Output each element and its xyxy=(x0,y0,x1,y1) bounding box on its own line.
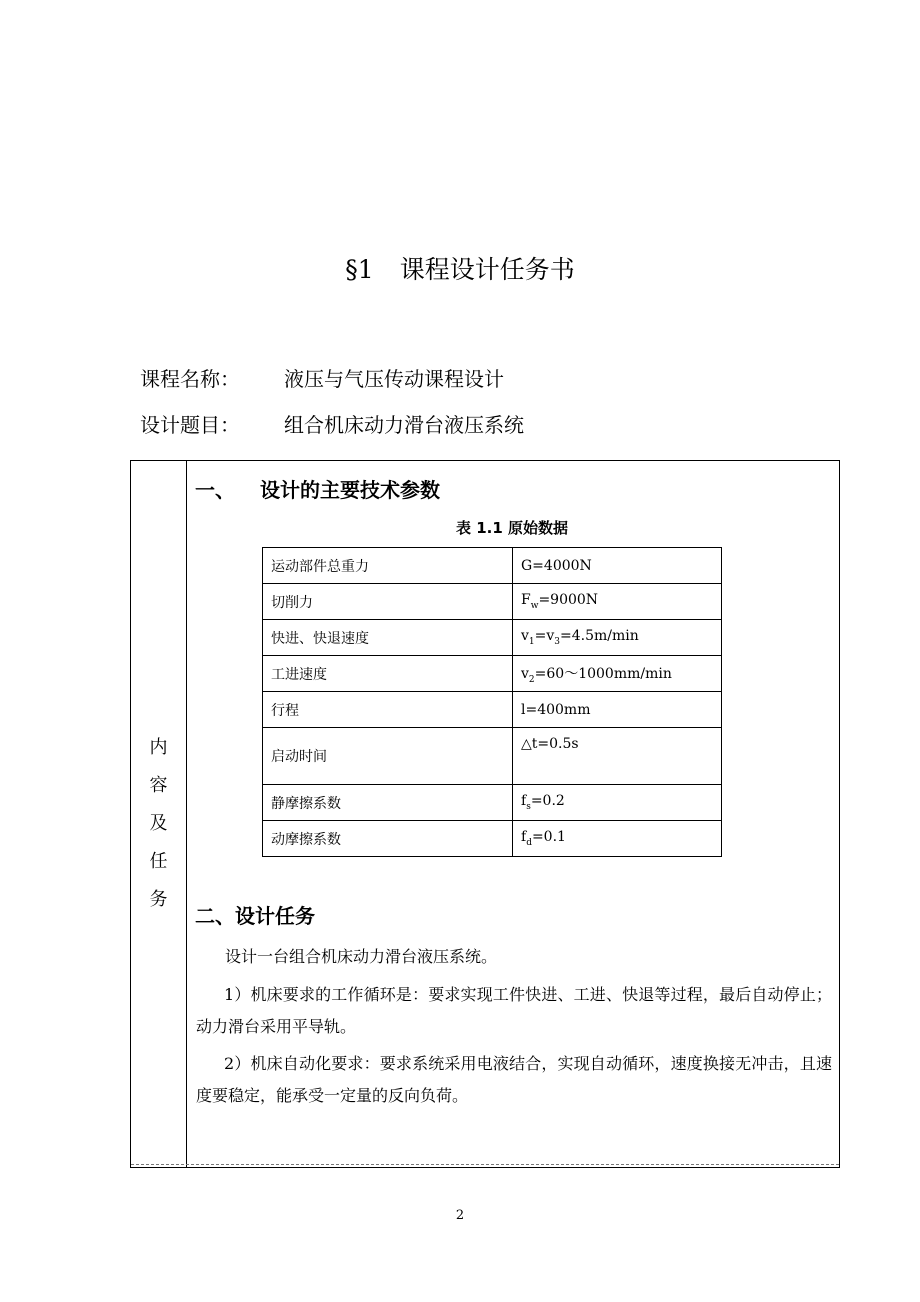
side-label-char: 务 xyxy=(149,889,168,910)
table-caption: 表 1.1 原始数据 xyxy=(455,519,569,537)
param-value: G=4000N xyxy=(513,548,722,584)
table-row xyxy=(263,656,722,692)
param-label: 工进速度 xyxy=(263,656,513,692)
param-label: 动摩擦系数 xyxy=(263,821,513,857)
table-row xyxy=(263,821,722,857)
design-topic-row xyxy=(140,410,524,440)
side-label-char: 容 xyxy=(149,775,168,796)
course-name-label: 课程名称： xyxy=(140,367,240,391)
param-label: 运动部件总重力 xyxy=(263,548,513,584)
param-label: 启动时间 xyxy=(263,728,513,785)
page-number: 2 xyxy=(455,1208,465,1223)
task-item-2: 2）机床自动化要求：要求系统采用电液结合，实现自动循环，速度换接无冲击，且速度要稳定，能承受一定量的反向负荷。 xyxy=(196,1054,832,1105)
param-value: l=400mm xyxy=(513,692,722,728)
design-topic-label: 设计题目： xyxy=(140,413,240,437)
param-label: 静摩擦系数 xyxy=(263,785,513,821)
param-value: $v_1=v_3=4.5m/\min$ xyxy=(513,620,722,656)
param-label: 行程 xyxy=(263,692,513,728)
task-box xyxy=(130,460,840,1168)
side-label-column xyxy=(131,461,187,1167)
param-value: $F_w=9000N$ xyxy=(513,584,722,620)
section-1-title: 设计的主要技术参数 xyxy=(260,478,440,502)
param-value: $f_d=0.1$ xyxy=(513,821,722,857)
design-topic-value: 组合机床动力滑台液压系统 xyxy=(284,413,524,437)
param-value: $f_s=0.2$ xyxy=(513,785,722,821)
table-row xyxy=(263,584,722,620)
section-mark: §1 xyxy=(345,255,374,284)
param-label: 切削力 xyxy=(263,584,513,620)
side-label xyxy=(131,729,186,919)
table-row xyxy=(263,548,722,584)
param-value: $v_2=60\sim 1000mm/\min$ xyxy=(513,656,722,692)
parameter-table xyxy=(262,547,722,857)
side-label-char: 内 xyxy=(149,737,168,758)
course-name-value: 液压与气压传动课程设计 xyxy=(284,367,504,391)
side-label-char: 及 xyxy=(149,813,168,834)
table-row xyxy=(263,620,722,656)
page-title xyxy=(0,252,920,288)
param-label: 快进、快退速度 xyxy=(263,620,513,656)
table-row xyxy=(263,785,722,821)
task-item-1: 1）机床要求的工作循环是：要求实现工件快进、工进、快退等过程，最后自动停止；动力滑台采用平导轨。 xyxy=(196,985,832,1036)
title-text: 课程设计任务书 xyxy=(399,255,575,284)
section-2-heading: 二、设计任务 xyxy=(195,904,315,928)
table-row xyxy=(263,692,722,728)
course-name-row xyxy=(140,364,504,394)
side-label-char: 任 xyxy=(149,851,168,872)
section-1-number: 一、 xyxy=(195,478,235,502)
section-1-heading xyxy=(195,475,440,505)
task-intro: 设计一台组合机床动力滑台液压系统。 xyxy=(225,947,498,966)
param-value: △t=0.5s xyxy=(513,728,722,785)
table-row xyxy=(263,728,722,785)
